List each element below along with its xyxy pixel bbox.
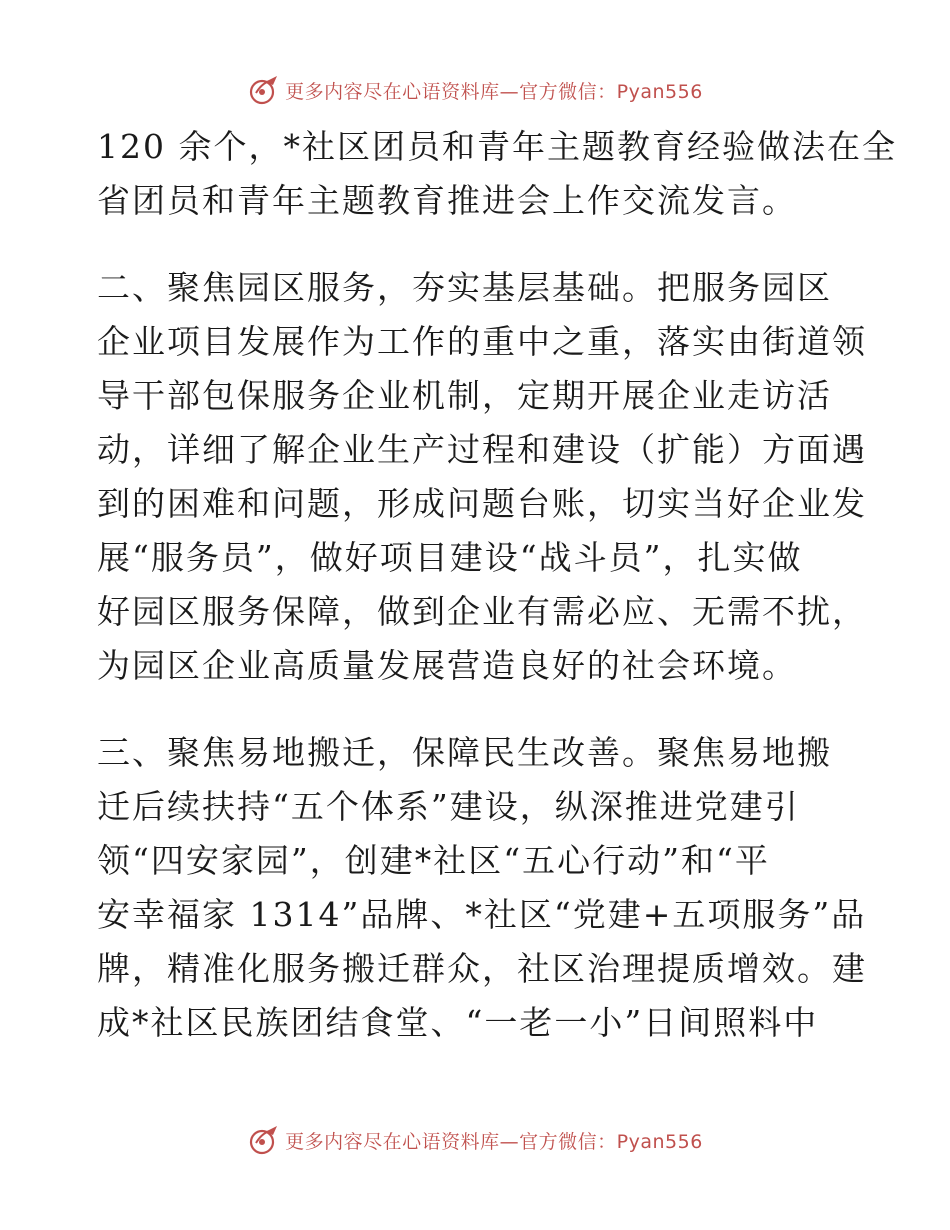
text-line: 120 余个，*社区团员和青年主题教育经验做法在全 <box>97 127 897 166</box>
text-line: 二、聚焦园区服务，夯实基层基础。把服务园区 <box>97 268 832 307</box>
document-body <box>97 120 897 1050</box>
text-line: 到的困难和问题，形成问题台账，切实当好企业发 <box>97 484 867 523</box>
text-line: 展“服务员”，做好项目建设“战斗员”，扎实做 <box>97 538 803 577</box>
text-line: 为园区企业高质量发展营造良好的社会环境。 <box>97 646 797 685</box>
text-line: 安幸福家 1314”品牌、*社区“党建+五项服务”品 <box>97 895 867 934</box>
text-line: 省团员和青年主题教育推进会上作交流发言。 <box>97 181 797 220</box>
text-line: 动，详细了解企业生产过程和建设（扩能）方面遇 <box>97 430 867 469</box>
text-line: 迁后续扶持“五个体系”建设，纵深推进党建引 <box>97 787 800 826</box>
text-line: 导干部包保服务企业机制，定期开展企业走访活 <box>97 376 832 415</box>
logo-icon <box>247 73 281 107</box>
logo-icon <box>247 1123 281 1157</box>
text-line: 企业项目发展作为工作的重中之重，落实由街道领 <box>97 322 867 361</box>
text-line: 领“四安家园”，创建*社区“五心行动”和“平 <box>97 841 770 880</box>
watermark-text: 更多内容尽在心语资料库—官方微信：Pyan556 <box>285 80 703 103</box>
watermark-text: 更多内容尽在心语资料库—官方微信：Pyan556 <box>285 1130 703 1153</box>
text-line: 成*社区民族团结食堂、“一老一小”日间照料中 <box>97 1003 819 1042</box>
header-watermark <box>0 70 950 110</box>
text-line: 三、聚焦易地搬迁，保障民生改善。聚焦易地搬 <box>97 733 832 772</box>
paragraph <box>97 120 897 228</box>
text-line: 牌，精准化服务搬迁群众，社区治理提质增效。建 <box>97 949 867 988</box>
paragraph <box>97 261 877 693</box>
paragraph <box>97 726 877 1050</box>
footer-watermark <box>0 1120 950 1160</box>
text-line: 好园区服务保障，做到企业有需必应、无需不扰， <box>97 592 867 631</box>
